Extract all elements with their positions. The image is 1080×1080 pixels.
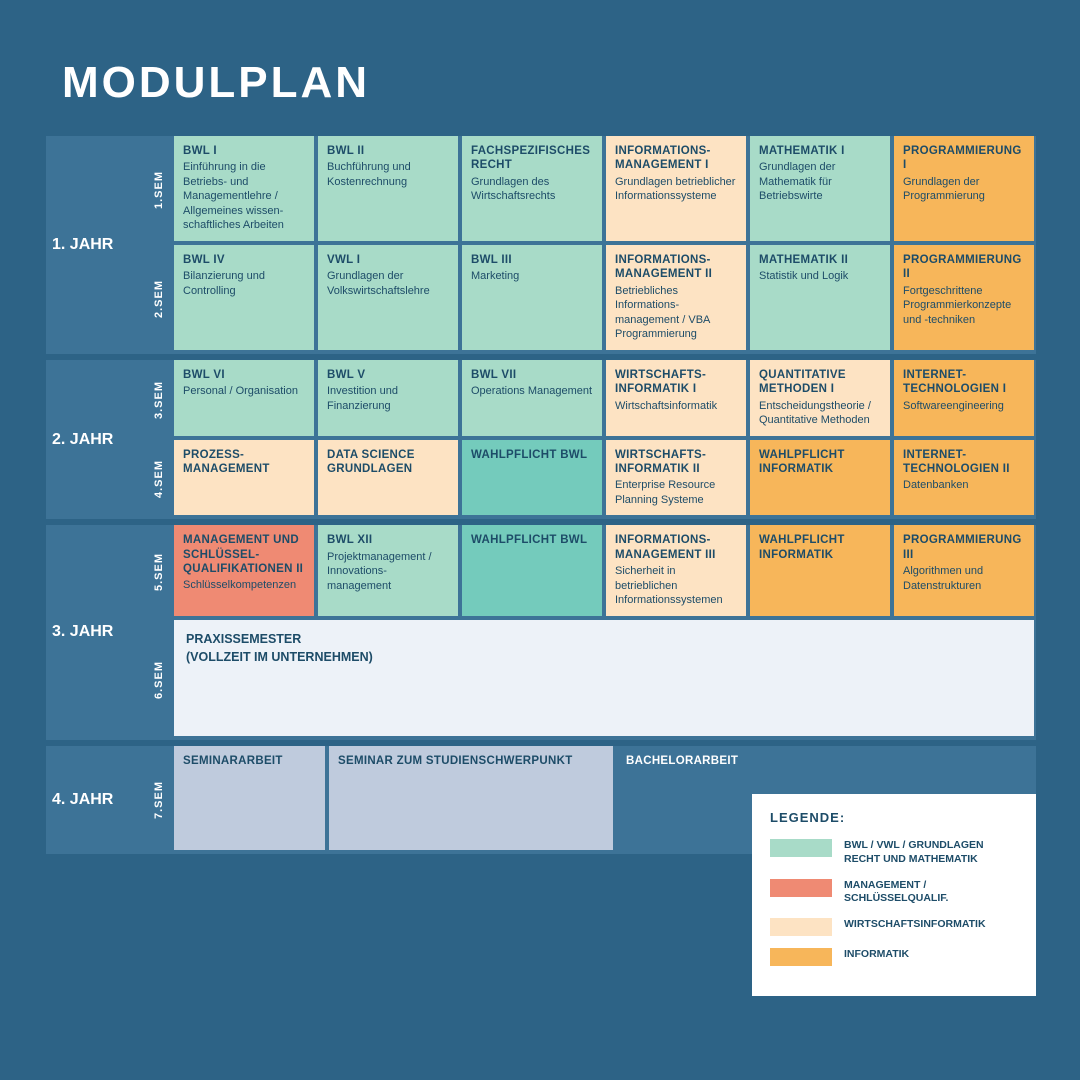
semester-label: 3.SEM: [146, 360, 172, 440]
module-title: WAHLPFLICHT BWL: [471, 534, 588, 547]
module-cell[interactable]: [894, 525, 1034, 615]
module-description: Entscheidungstheorie / Quantitative Methoden: [759, 399, 871, 427]
year-label: 2. JAHR: [46, 360, 146, 520]
module-description: Bilanzierung und Controlling: [183, 270, 265, 297]
module-title: WIRTSCHAFTS-INFORMATIK I: [615, 368, 707, 396]
module-description: Buchführung und Kostenrechnung: [327, 161, 411, 188]
year-block: [46, 525, 1036, 739]
module-title: BACHELORARBEIT: [626, 754, 739, 767]
legend-label: BWL / VWL / GRUNDLAGEN RECHT UND MATHEMATIK: [844, 839, 984, 866]
module-cell[interactable]: [318, 245, 458, 350]
module-title: DATA SCIENCE GRUNDLAGEN: [327, 448, 415, 475]
semester-label: 6.SEM: [146, 620, 172, 740]
semester-row: [146, 440, 1036, 520]
module-description: Investition und Finanzierung: [327, 385, 398, 412]
module-cell[interactable]: [894, 440, 1034, 516]
module-cell[interactable]: [318, 360, 458, 436]
page-title: MODULPLAN: [62, 58, 371, 107]
legend-heading: LEGENDE:: [770, 810, 846, 826]
module-cell[interactable]: [750, 245, 890, 350]
semester-row: [146, 360, 1036, 440]
module-title: BWL I: [183, 145, 217, 157]
module-title: INTERNET-TECHNOLOGIEN I: [903, 368, 1007, 396]
semester-label: 2.SEM: [146, 245, 172, 354]
module-description: Grundlagen betrieblicher Informationssysteme: [615, 175, 736, 203]
module-cell[interactable]: [318, 136, 458, 241]
module-cell[interactable]: [462, 440, 602, 516]
module-title: WAHLPFLICHT INFORMATIK: [759, 534, 845, 561]
year-band: [46, 525, 1036, 739]
module-title: MATHEMATIK I: [759, 145, 845, 157]
module-description: Datenbanken: [903, 479, 969, 492]
module-cell[interactable]: [894, 136, 1034, 241]
semester-row: [146, 620, 1036, 740]
module-cell[interactable]: [606, 525, 746, 615]
module-cell[interactable]: [462, 136, 602, 241]
module-cell[interactable]: [606, 245, 746, 350]
module-description: Algorithmen und Datenstrukturen: [903, 565, 984, 592]
module-description: Operations Management: [471, 385, 593, 398]
semester-label: 1.SEM: [146, 136, 172, 245]
legend-swatch: [770, 948, 832, 966]
module-title: SEMINAR ZUM STUDIENSCHWERPUNKT: [338, 754, 573, 767]
module-title: PROGRAMMIERUNG III: [903, 534, 1022, 561]
module-cell[interactable]: [606, 360, 746, 436]
module-title: PROZESS-MANAGEMENT: [183, 448, 270, 475]
module-title: INFORMATIONS-MANAGEMENT II: [615, 253, 713, 281]
module-cell[interactable]: [750, 136, 890, 241]
module-cell[interactable]: [750, 525, 890, 615]
module-cell[interactable]: [894, 360, 1034, 436]
module-cell[interactable]: [462, 525, 602, 615]
module-description: Betriebliches Informations-management / VBA Programmierung: [615, 284, 710, 341]
module-title: PROGRAMMIERUNG I: [903, 145, 1022, 172]
legend-item: [770, 918, 1018, 936]
module-cell[interactable]: [329, 746, 613, 850]
module-title: MATHEMATIK II: [759, 253, 849, 266]
module-cell[interactable]: [174, 746, 325, 850]
year-label: 3. JAHR: [46, 525, 146, 739]
semester-label: 4.SEM: [146, 440, 172, 520]
module-description: Sicherheit in betrieblichen Informationssystemen: [615, 565, 723, 607]
legend-item: [770, 839, 1018, 866]
module-title: VWL I: [327, 253, 361, 266]
module-description: Projektmanagement / Innovations-management: [327, 550, 432, 592]
semester-row: [146, 245, 1036, 354]
module-title: BWL V: [327, 368, 366, 381]
module-title: WAHLPFLICHT INFORMATIK: [759, 448, 845, 475]
module-description: Einführung in die Betriebs- und Managementlehre / Allgemeines wissen-schaftliches Arbeiten: [183, 161, 284, 232]
year-band: [46, 136, 1036, 354]
praxissemester-cell: [174, 620, 1034, 736]
module-title: INFORMATIONS-MANAGEMENT I: [615, 145, 711, 172]
semester-row: [146, 525, 1036, 619]
year-label: 1. JAHR: [46, 136, 146, 354]
module-title: BWL IV: [183, 253, 225, 266]
year-band: [46, 360, 1036, 520]
praxissemester-line2: (VOLLZEIT IM UNTERNEHMEN): [186, 650, 373, 665]
module-description: Marketing: [471, 270, 520, 283]
legend-label: INFORMATIK: [844, 948, 910, 960]
legend-panel: [752, 794, 1036, 996]
legend-item: [770, 879, 1018, 906]
module-title: QUANTITATIVE METHODEN I: [759, 368, 846, 396]
module-description: Wirtschaftsinformatik: [615, 399, 718, 412]
module-title: MANAGEMENT UND SCHLÜSSEL-QUALIFIKATIONEN II: [183, 534, 304, 576]
legend-rows: [770, 839, 1018, 966]
module-cell[interactable]: [894, 245, 1034, 350]
module-cell[interactable]: [462, 360, 602, 436]
module-title: BWL VI: [183, 368, 225, 381]
year-block: [46, 136, 1036, 354]
module-description: Grundlagen der Mathematik für Betriebswirte: [759, 161, 836, 203]
module-cell[interactable]: [174, 525, 314, 615]
module-title: PROGRAMMIERUNG II: [903, 253, 1022, 281]
module-cell[interactable]: [318, 440, 458, 516]
semester-label: 7.SEM: [146, 746, 172, 854]
module-cell[interactable]: [174, 245, 314, 350]
semester-label: 5.SEM: [146, 525, 172, 619]
module-cell[interactable]: [318, 525, 458, 615]
module-title: WAHLPFLICHT BWL: [471, 448, 588, 461]
module-title: WIRTSCHAFTS-INFORMATIK II: [615, 448, 707, 475]
legend-swatch: [770, 918, 832, 936]
module-description: Enterprise Resource Planning Systeme: [615, 479, 716, 506]
module-cell[interactable]: [750, 440, 890, 516]
module-cell[interactable]: [174, 440, 314, 516]
module-title: SEMINARARBEIT: [183, 754, 283, 767]
legend-label: WIRTSCHAFTSINFORMATIK: [844, 918, 986, 930]
module-title: INTERNET-TECHNOLOGIEN II: [903, 448, 1010, 475]
module-title: FACHSPEZIFISCHES RECHT: [471, 145, 591, 172]
module-description: Personal / Organisation: [183, 385, 298, 398]
legend-item: [770, 948, 1018, 966]
module-title: BWL II: [327, 145, 365, 157]
year-label: 4. JAHR: [46, 746, 146, 854]
year-block: [46, 360, 1036, 520]
module-title: BWL III: [471, 253, 512, 266]
module-cell[interactable]: [606, 440, 746, 516]
module-description: Schlüsselkompetenzen: [183, 579, 297, 592]
module-title: INFORMATIONS-MANAGEMENT III: [615, 534, 716, 561]
module-title: BWL VII: [471, 368, 517, 381]
module-cell[interactable]: [606, 136, 746, 241]
legend-label: MANAGEMENT / SCHLÜSSELQUALIF.: [844, 878, 949, 905]
praxissemester-line1: PRAXISSEMESTER: [186, 631, 302, 646]
module-description: Grundlagen des Wirtschaftsrechts: [471, 175, 556, 203]
legend-swatch: [770, 879, 832, 897]
module-cell[interactable]: [174, 136, 314, 241]
module-title: BWL XII: [327, 534, 373, 547]
module-description: Softwareengineering: [903, 399, 1004, 412]
module-cell[interactable]: [174, 360, 314, 436]
module-description: Fortgeschrittene Programmierkonzepte und -techniken: [903, 284, 1012, 326]
module-description: Grundlagen der Programmierung: [903, 175, 985, 203]
module-description: Grundlagen der Volkswirtschaftslehre: [327, 270, 430, 297]
module-cell[interactable]: [750, 360, 890, 436]
module-grid: [46, 136, 1036, 860]
module-description: Statistik und Logik: [759, 270, 849, 283]
module-cell[interactable]: [462, 245, 602, 350]
semester-row: [146, 136, 1036, 245]
legend-swatch: [770, 839, 832, 857]
